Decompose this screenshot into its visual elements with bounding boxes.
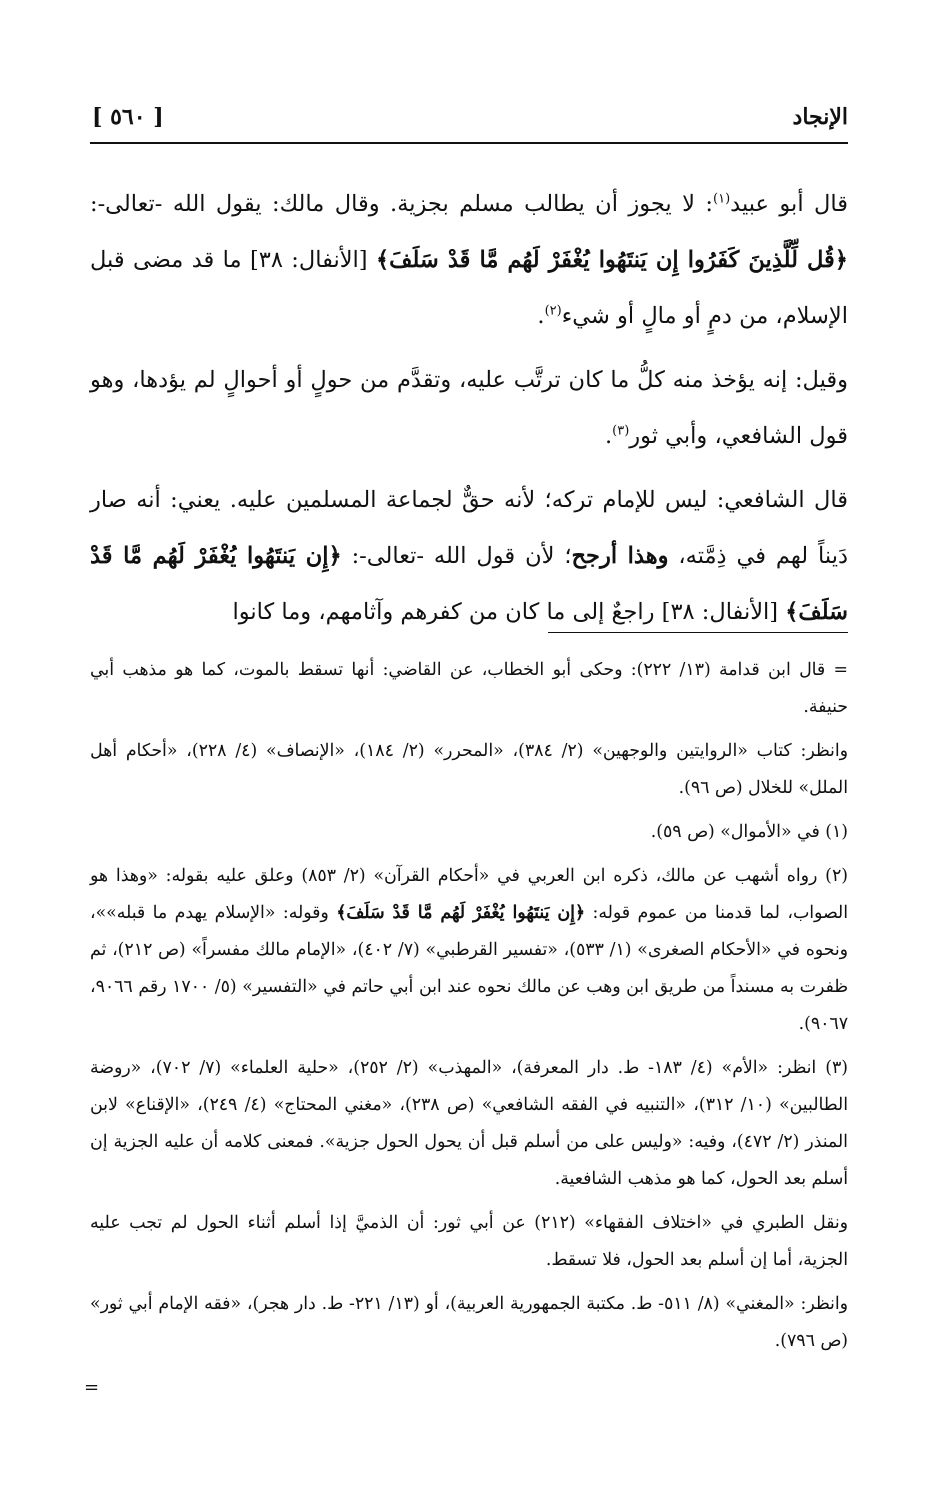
text-run: : لا يجوز أن يطالب مسلم بجزية. وقال مالك: يقول الله -تعالى-: xyxy=(90,191,714,217)
text-run: قال أبو عبيد xyxy=(730,191,848,217)
footnote-continued-1: = قال ابن قدامة (١٣/ ٢٢٢): وحكى أبو الخطاب، عن القاضي: أنها تسقط بالموت، كما هو مذهب أبي حنيفة. xyxy=(90,660,849,717)
text-run: ؛ لأن قول الله -تعالى-: xyxy=(341,543,572,569)
quran-verse: ﴿قُل لِّلَّذِينَ كَفَرُوا إِن يَنتَهُوا يُغْفَرْ لَهُم مَّا قَدْ سَلَفَ﴾ xyxy=(375,247,848,273)
footnote-2 xyxy=(90,858,848,1043)
page-number: [ ٥٦٠ ] xyxy=(92,104,164,130)
continuation-mark: = xyxy=(84,1377,100,1398)
footnote-1: (١) في «الأموال» (ص ٥٩). xyxy=(650,822,848,842)
paragraph-3 xyxy=(90,472,848,640)
text-run: [الأنفال: ٣٨] راجعٌ إلى ما كان من كفرهم وآثامهم، وما كانوا xyxy=(232,599,786,625)
quran-verse: ﴿إِن يَنتَهُوا يُغْفَرْ لَهُم مَّا قَدْ سَلَفَ﴾ xyxy=(336,903,586,923)
footnote-3-note-2: ونقل الطبري في «اختلاف الفقهاء» (٢١٢) عن أبي ثور: أن الذميَّ إذا أسلم أثناء الحول لم تجب عليه الجزية، أما إن أسلم بعد الحول، فلا تسقط. xyxy=(90,1213,848,1270)
paragraph-1 xyxy=(90,176,848,344)
footnote-ref-1: (١) xyxy=(713,191,731,207)
footnote-ref-3: (٣) xyxy=(612,423,630,439)
bold-phrase: وهذا أرجح xyxy=(571,543,669,569)
page-header xyxy=(90,100,848,144)
text-run: . xyxy=(537,303,545,329)
footnote-separator xyxy=(548,632,848,633)
text-run: وقيل: إنه يؤخذ منه كلُّ ما كان ترتَّب عليه، وتقدَّم من حولٍ أو أحوالٍ لم يؤدها، وهو قول الشافعي، وأبي ثور xyxy=(90,367,848,449)
footnotes xyxy=(90,652,848,1367)
footnote-3: (٣) انظر: «الأم» (٤/ ١٨٣- ط. دار المعرفة)، «المهذب» (٢/ ٢٥٢)، «حلية العلماء» (٧/ ٧٠٢)، «روضة الطالبين» (١٠/ ٣١٢)، «التنبيه في الفقه الشافعي» (ص ٢٣٨)، «مغني المحتاج» (٤/ ٢٤٩)، «الإقناع» لابن المنذر (٢/ ٤٧٢)، وفيه: «وليس على من أسلم قبل أن يحول الحول جزية». فمعنى كلامه أن عليه الجزية إن أسلم بعد الحول، كما هو مذهب الشافعية. xyxy=(90,1058,848,1189)
text-run: قال الشافعي: ليس للإمام تركه؛ لأنه حقٌّ لجماعة المسلمين عليه. يعني: أنه صار دَيناً لهم في ذِمَّته، xyxy=(90,487,848,569)
main-text xyxy=(90,176,848,648)
quran-verse: ﴿إِن يَنتَهُوا يُغْفَرْ لَهُم مَّا قَدْ سَلَفَ﴾ xyxy=(90,543,848,625)
running-title: الإنجاد xyxy=(792,104,848,130)
paragraph-2 xyxy=(90,352,848,464)
text-run: . xyxy=(604,423,613,449)
footnote-3-note-3: وانظر: «المغني» (٨/ ٥١١- ط. مكتبة الجمهورية العربية)، أو (١٣/ ٢٢١- ط. دار هجر)، «فقه الإمام أبي ثور» (ص ٧٩٦). xyxy=(90,1294,848,1351)
footnote-ref-2: (٢) xyxy=(544,303,562,319)
footnote-continued-2: وانظر: كتاب «الروايتين والوجهين» (٢/ ٣٨٤)، «المحرر» (٢/ ١٨٤)، «الإنصاف» (٤/ ٢٢٨)، «أحكام أهل الملل» للخلال (ص ٩٦). xyxy=(90,741,848,798)
text-run: وقوله: «الإسلام يهدم ما قبله»»، ونحوه في «الأحكام الصغرى» (١/ ٥٣٣)، «تفسير القرطبي» (٧/ ٤٠٢)، «الإمام مالك مفسراً» (ص ٢١٢)، ثم ظفرت به مسنداً من طريق ابن وهب عن مالك نحوه عند ابن أبي حاتم في «التفسير» (٥/ ١٧٠٠ رقم ٩٠٦٦، ٩٠٦٧). xyxy=(90,903,848,1034)
text-run: (٢) رواه أشهب عن مالك، ذكره ابن العربي في «أحكام القرآن» (٢/ ٨٥٣) وعلق عليه بقوله: «وهذا هو الصواب، لما قدمنا من عموم قوله: xyxy=(90,866,848,923)
text-run: [الأنفال: ٣٨] ما قد مضى قبل الإسلام، من دمٍ أو مالٍ أو شيء xyxy=(90,247,848,329)
